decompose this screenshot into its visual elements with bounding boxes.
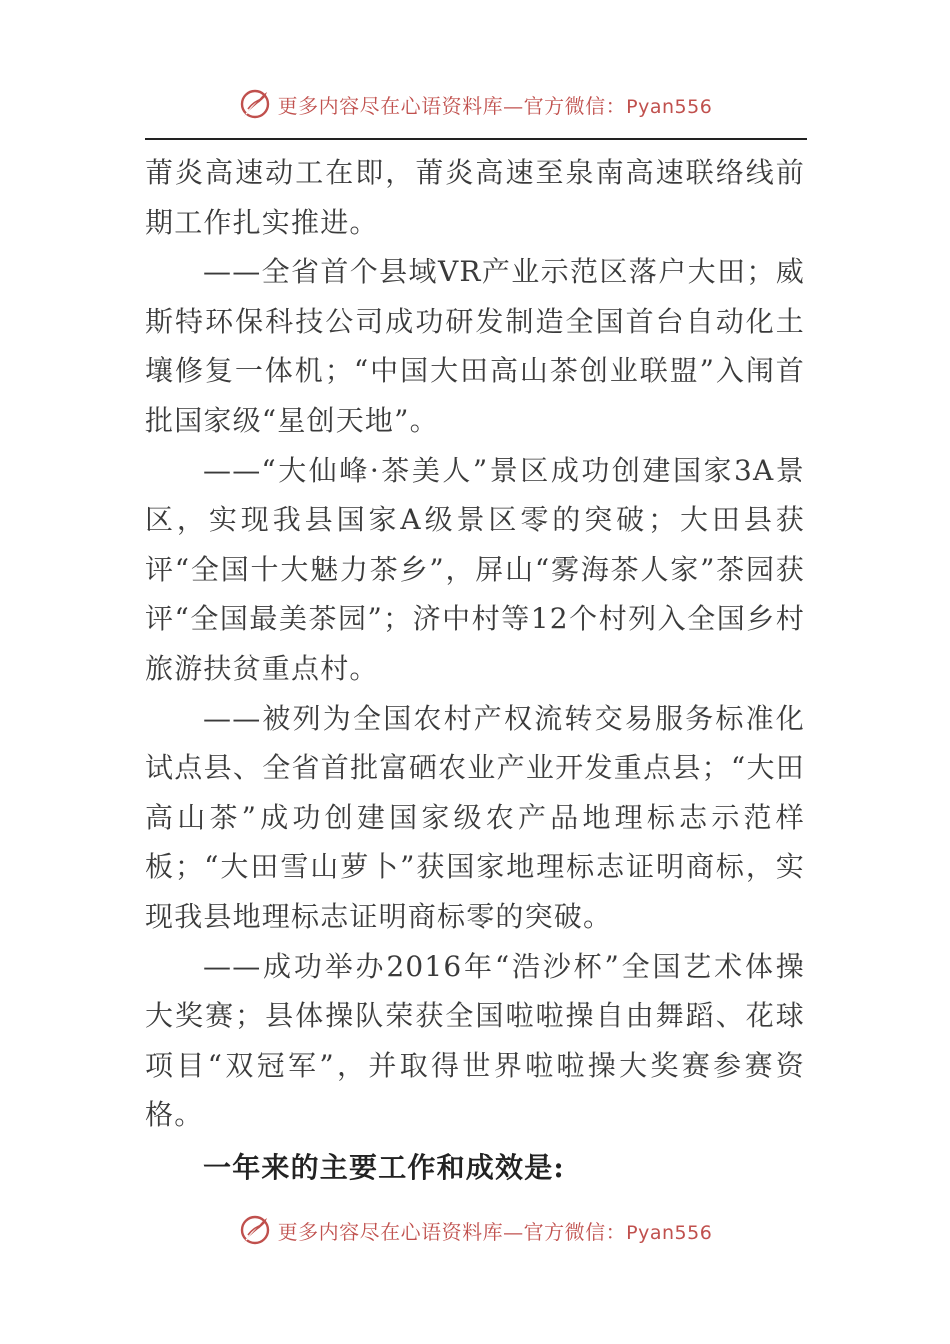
page-header — [0, 84, 950, 124]
header-divider — [145, 138, 807, 140]
section-heading: 一年来的主要工作和成效是: — [203, 1150, 565, 1184]
header-banner — [278, 90, 713, 119]
header-banner-text: 更多内容尽在心语资料库—官方微信： — [277, 93, 627, 118]
footer-wechat-id: Pyan556 — [626, 1221, 713, 1244]
quill-pen-logo-icon — [238, 87, 272, 121]
paragraph-tourism: ——“大仙峰·茶美人”景区成功创建国家3A景区，实现我县国家A级景区零的突破；大田县获评“全国十大魅力茶乡”，屏山“雾海茶人家”茶园获评“全国最美茶园”；济中村等12个村列入全国乡村旅游扶贫重点村。 — [145, 453, 805, 685]
header-wechat-id: Pyan556 — [626, 95, 713, 118]
paragraph-continuation: 莆炎高速动工在即，莆炎高速至泉南高速联络线前期工作扎实推进。 — [145, 156, 805, 239]
paragraph-vr-industry: ——全省首个县域VR产业示范区落户大田；威斯特环保科技公司成功研发制造全国首台自动化土壤修复一体机；“中国大田高山茶创业联盟”入闱首批国家级“星创天地”。 — [145, 255, 805, 437]
paragraph-sports: ——成功举办2016年“浩沙杯”全国艺术体操大奖赛；县体操队荣获全国啦啦操自由舞蹈、花球项目“双冠军”，并取得世界啦啦操大奖赛参赛资格。 — [145, 949, 805, 1132]
quill-pen-logo-icon — [238, 1213, 272, 1247]
footer-banner — [278, 1216, 713, 1245]
paragraph-agriculture: ——被列为全国农村产权流转交易服务标准化试点县、全省首批富硒农业产业开发重点县；“大田高山茶”成功创建国家级农产品地理标志示范样板；“大田雪山萝卜”获国家地理标志证明商标，实现我县地理标志证明商标零的突破。 — [145, 701, 805, 933]
page-footer — [0, 1210, 950, 1250]
document-body — [145, 148, 805, 1192]
footer-banner-text: 更多内容尽在心语资料库—官方微信： — [277, 1219, 627, 1244]
